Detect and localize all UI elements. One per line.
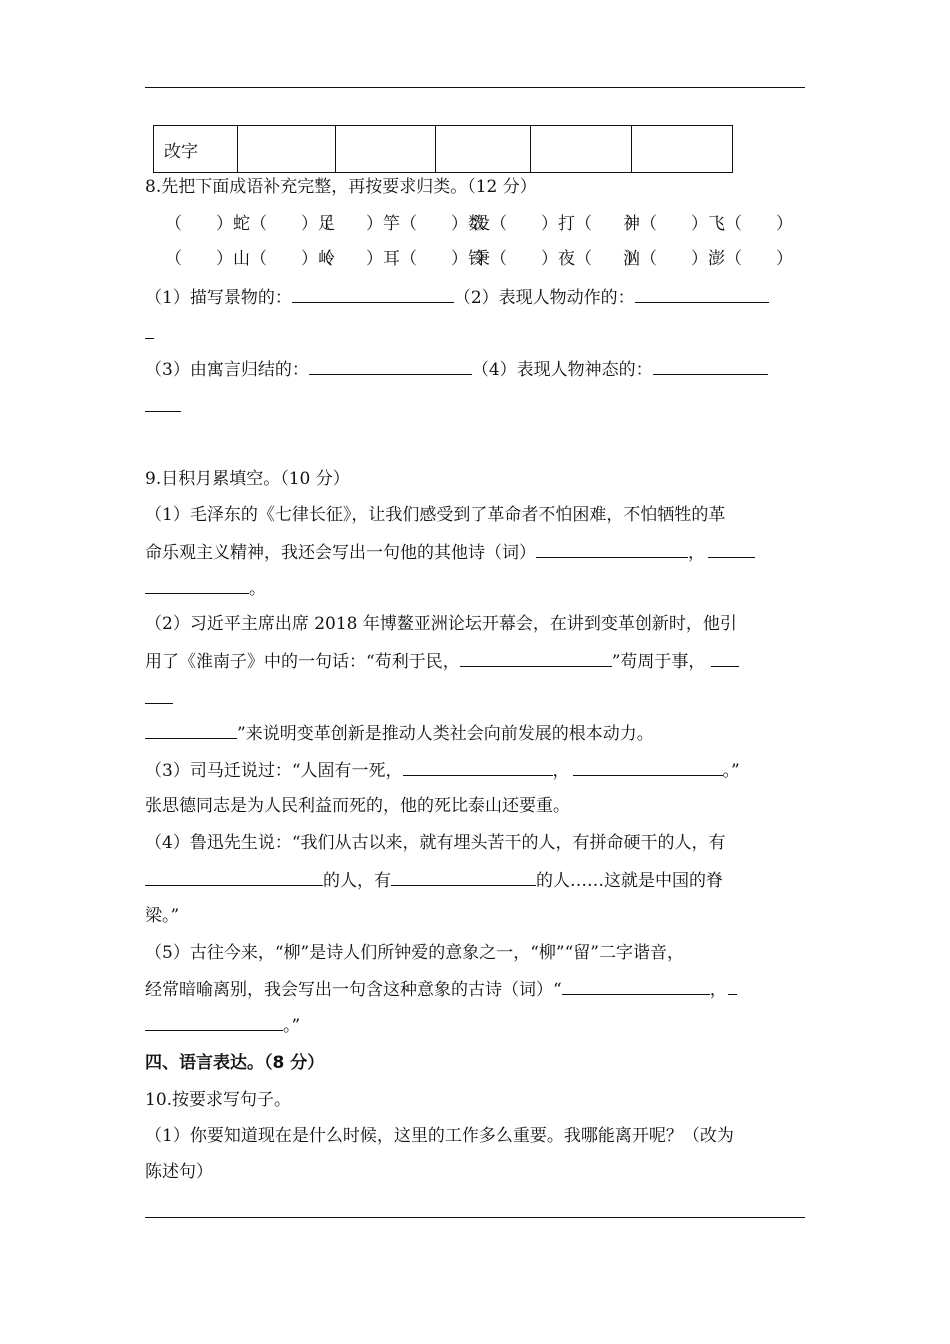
- answer-blank[interactable]: [145, 322, 154, 339]
- q9-part2-text: ”苟周于事，: [611, 652, 706, 672]
- q9-part5-line-a: （5）古往今来，“柳”是诗人们所钟爱的意象之一，“柳”“留”二字谐音，: [145, 943, 684, 963]
- table-cell[interactable]: [238, 126, 336, 173]
- idiom-item: 神（ ）飞（ ）: [623, 214, 793, 234]
- category-scenery-label: （1）描写景物的：: [145, 288, 292, 308]
- idiom-item: （ ）竽（ ）数: [315, 214, 485, 234]
- idiom-item: （ ）山（ ）岭: [165, 249, 335, 269]
- idiom-item: （ ）耳（ ）铃: [315, 249, 485, 269]
- answer-blank[interactable]: [635, 286, 769, 303]
- q9-part2-line-c: [145, 687, 173, 710]
- punctuation: 。: [249, 579, 266, 599]
- q9-part3-text: （3）司马迁说过：“人固有一死，: [145, 761, 403, 781]
- table-label: 改字: [164, 141, 198, 162]
- q8-category-wrap-1: [145, 322, 154, 345]
- answer-blank[interactable]: [562, 978, 710, 995]
- q8-category-line-2: [145, 358, 768, 381]
- idiom-item: 秉（ ）夜（ ）: [473, 249, 643, 269]
- answer-blank[interactable]: [145, 869, 323, 886]
- q9-part2-text: 用了《淮南子》中的一句话：“苟利于民，: [145, 652, 460, 672]
- q9-part2-text: ”来说明变革创新是推动人类社会向前发展的根本动力。: [237, 724, 654, 744]
- answer-blank[interactable]: [711, 650, 739, 667]
- q10-part1-line-a: （1）你要知道现在是什么时候，这里的工作多么重要。我哪能离开呢？（改为: [145, 1126, 734, 1146]
- q9-part1-text: 命乐观主义精神，我还会写出一句他的其他诗（词）: [145, 543, 536, 563]
- punctuation: 。”: [283, 1016, 301, 1036]
- table-label-cell: [154, 126, 238, 173]
- punctuation: ，: [552, 761, 570, 781]
- answer-blank[interactable]: [708, 541, 755, 558]
- q9-part4-line-a: （4）鲁迅先生说：“我们从古以来，就有埋头苦干的人，有拼命硬干的人，有: [145, 833, 726, 853]
- idiom-item: （ ）蛇（ ）足: [165, 214, 335, 234]
- answer-blank[interactable]: [145, 395, 181, 412]
- answer-blank[interactable]: [460, 650, 612, 667]
- q9-part5-line-b: [145, 978, 737, 1001]
- q9-part5-line-c: [145, 1014, 300, 1037]
- q9-part3-line-a: [145, 759, 740, 782]
- section-4-heading: 四、语言表达。（8 分）: [145, 1053, 325, 1073]
- answer-blank[interactable]: [728, 978, 737, 995]
- q9-part4-text: 的人，有: [323, 871, 391, 891]
- answer-line[interactable]: [145, 1217, 805, 1218]
- punctuation: ，: [688, 543, 705, 563]
- table-cell[interactable]: [436, 126, 531, 173]
- answer-blank[interactable]: [403, 759, 553, 776]
- q9-part2-line-a: （2）习近平主席出席 2018 年博鳌亚洲论坛开幕会，在讲到变革创新时，他引: [145, 614, 737, 634]
- answer-blank[interactable]: [536, 541, 688, 558]
- punctuation: ，: [709, 980, 727, 1000]
- q9-title: 9.日积月累填空。（10 分）: [145, 469, 350, 489]
- answer-blank[interactable]: [145, 1014, 283, 1031]
- q9-part4-line-b: [145, 869, 723, 892]
- q9-part1-line-b: [145, 541, 755, 564]
- answer-blank[interactable]: [145, 687, 173, 704]
- q9-part2-line-d: [145, 722, 654, 745]
- q8-category-line-1: [145, 286, 769, 309]
- q8-title: 8.先把下面成语补充完整，再按要求归类。（12 分）: [145, 177, 537, 197]
- idiom-item: 没（ ）打（ ）: [473, 214, 643, 234]
- q9-part1-line-c: [145, 577, 266, 600]
- q10-title: 10.按要求写句子。: [145, 1090, 292, 1110]
- q9-part5-text: 经常暗喻离别，我会写出一句含这种意象的古诗（词）“: [145, 980, 562, 1000]
- category-expression-label: （4）表现人物神态的：: [471, 360, 653, 380]
- answer-blank[interactable]: [145, 722, 237, 739]
- table-cell[interactable]: [336, 126, 436, 173]
- q9-part4-line-c: 梁。”: [145, 906, 180, 926]
- q9-part4-text: 的人……这就是中国的脊: [536, 871, 723, 891]
- q9-part3-line-b: 张思德同志是为人民利益而死的，他的死比泰山还要重。: [145, 796, 570, 816]
- answer-blank[interactable]: [309, 358, 472, 375]
- answer-blank[interactable]: [573, 759, 723, 776]
- answer-blank[interactable]: [145, 577, 249, 594]
- header-rule: [145, 87, 805, 88]
- answer-blank[interactable]: [653, 358, 768, 375]
- correction-table: [153, 125, 733, 173]
- category-fable-label: （3）由寓言归结的：: [145, 360, 309, 380]
- answer-blank[interactable]: [292, 286, 454, 303]
- idiom-row-1: [165, 213, 793, 235]
- q10-part1-line-b: 陈述句）: [145, 1162, 213, 1182]
- idiom-row-2: [165, 248, 793, 270]
- table-cell[interactable]: [632, 126, 733, 173]
- q9-part1-line-a: （1）毛泽东的《七律长征》，让我们感受到了革命者不怕困难，不怕牺牲的革: [145, 505, 726, 525]
- idiom-item: 汹（ ）澎（ ）: [623, 249, 793, 269]
- answer-blank[interactable]: [391, 869, 536, 886]
- table-cell[interactable]: [531, 126, 632, 173]
- punctuation: 。”: [722, 761, 740, 781]
- q8-category-wrap-2: [145, 395, 181, 418]
- q9-part2-line-b: [145, 650, 739, 673]
- category-action-label: （2）表现人物动作的：: [453, 288, 635, 308]
